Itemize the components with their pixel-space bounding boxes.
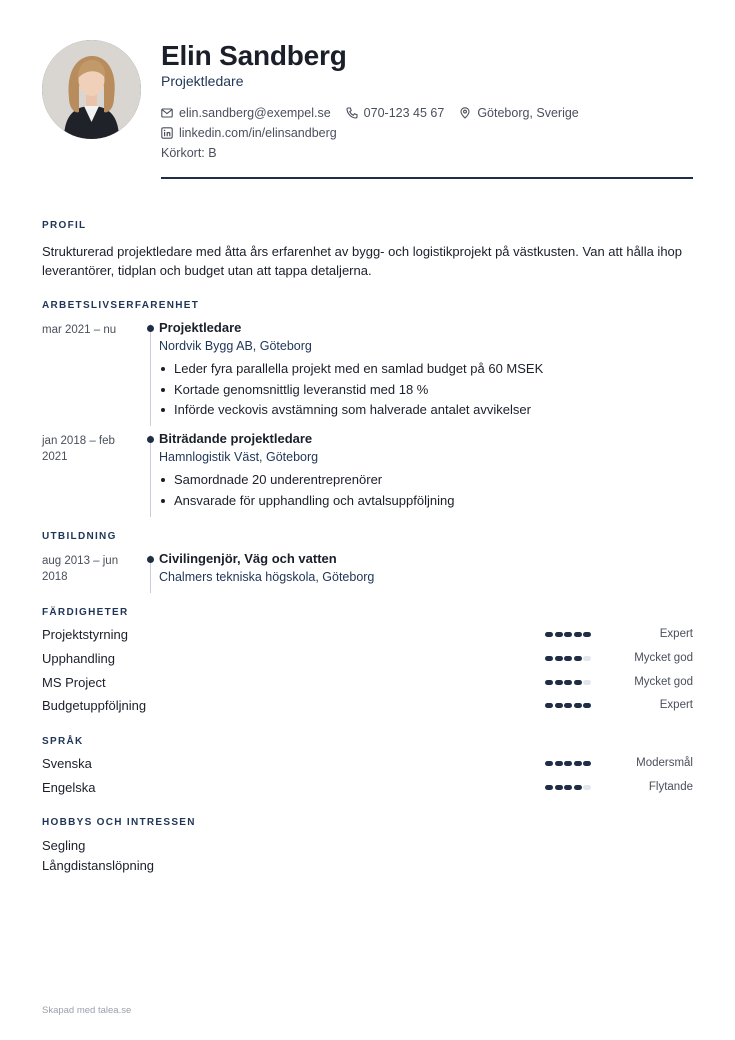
skill-level: Mycket god xyxy=(634,676,693,688)
portrait-image xyxy=(42,40,141,139)
section-title-hobbies: HOBBYS OCH INTRESSEN xyxy=(42,817,196,828)
entry-organization: Hamnlogistik Väst, Göteborg xyxy=(159,450,319,464)
entry-bullets xyxy=(159,359,543,421)
language-row xyxy=(42,780,693,798)
rating-dot-filled xyxy=(574,785,582,790)
rating-dot-filled xyxy=(555,761,563,766)
contact-phone[interactable] xyxy=(346,106,445,120)
section-title-languages: SPRÅK xyxy=(42,736,84,747)
bullet-item: Ansvarade för upphandling och avtalsuppföljning xyxy=(159,491,454,512)
language-name: Svenska xyxy=(42,756,92,771)
skill-name: Budgetuppföljning xyxy=(42,698,147,713)
skill-rating xyxy=(545,680,593,685)
bullet-item: Införde veckovis avstämning som halverade antalet avvikelser xyxy=(159,400,543,421)
bullet-item: Kortade genomsnittlig leveranstid med 18 % xyxy=(159,380,543,401)
rating-dot-filled xyxy=(545,632,553,637)
entry-organization: Nordvik Bygg AB, Göteborg xyxy=(159,339,312,353)
rating-dot-filled xyxy=(555,785,563,790)
skill-level: Expert xyxy=(659,699,693,711)
rating-dot-filled xyxy=(545,785,553,790)
rating-dot-filled xyxy=(545,680,553,685)
linkedin-text: linkedin.com/in/elinsandberg xyxy=(179,126,337,140)
rating-dot-filled xyxy=(564,785,572,790)
rating-dot-filled xyxy=(564,703,572,708)
hobby-item: Långdistanslöpning xyxy=(42,858,155,873)
phone-icon xyxy=(346,107,358,119)
linkedin-icon xyxy=(161,127,173,139)
skill-rating xyxy=(545,703,593,708)
bullet-item: Leder fyra parallella projekt med en samlad budget på 60 MSEK xyxy=(159,359,543,380)
section-title-skills: FÄRDIGHETER xyxy=(42,607,129,618)
skill-name: MS Project xyxy=(42,675,106,690)
language-name: Engelska xyxy=(42,780,96,795)
rating-dot-filled xyxy=(574,761,582,766)
entry-date: mar 2021 – nu xyxy=(42,324,117,336)
rating-dot-filled xyxy=(583,632,591,637)
rating-dot-filled xyxy=(574,703,582,708)
language-level: Flytande xyxy=(648,781,693,793)
skill-name: Projektstyrning xyxy=(42,627,128,642)
timeline-dot xyxy=(147,556,154,563)
entry-date: aug 2013 – jun 2018 xyxy=(42,555,119,583)
language-row xyxy=(42,756,693,774)
skill-level: Mycket god xyxy=(634,652,693,664)
phone-text: 070-123 45 67 xyxy=(363,106,445,120)
entry-title: Projektledare xyxy=(159,320,242,335)
location-text: Göteborg, Sverige xyxy=(477,106,579,120)
timeline-dot xyxy=(147,325,154,332)
rating-dot-filled xyxy=(574,632,582,637)
language-rating xyxy=(545,761,593,766)
entry-title: Biträdande projektledare xyxy=(159,431,313,446)
contact-linkedin[interactable] xyxy=(161,126,337,140)
contact-email[interactable] xyxy=(161,106,331,120)
map-pin-icon xyxy=(459,107,471,119)
email-text: elin.sandberg@exempel.se xyxy=(179,106,331,120)
rating-dot-filled xyxy=(545,703,553,708)
full-name: Elin Sandberg xyxy=(161,40,347,71)
rating-dot-filled xyxy=(545,761,553,766)
footer-credit[interactable]: Skapad med talea.se xyxy=(42,1005,132,1016)
rating-dot-filled xyxy=(564,656,572,661)
skill-rating xyxy=(545,656,593,661)
drivers-license: Körkort: B xyxy=(161,146,217,160)
rating-dot-empty xyxy=(583,785,591,790)
rating-dot-filled xyxy=(555,680,563,685)
rating-dot-filled xyxy=(583,761,591,766)
timeline-line xyxy=(150,435,151,517)
skill-level: Expert xyxy=(659,628,693,640)
bullet-item: Samordnade 20 underentreprenörer xyxy=(159,470,454,491)
section-title-experience: ARBETSLIVSERFARENHET xyxy=(42,300,200,311)
entry-bullets xyxy=(159,470,454,511)
skill-row xyxy=(42,675,693,693)
language-rating xyxy=(545,785,593,790)
job-title: Projektledare xyxy=(161,73,244,89)
section-title-profile: PROFIL xyxy=(42,220,87,231)
timeline-line xyxy=(150,324,151,426)
rating-dot-filled xyxy=(574,680,582,685)
header-divider xyxy=(161,177,693,179)
skill-row xyxy=(42,651,693,669)
rating-dot-filled xyxy=(555,656,563,661)
contact-info xyxy=(161,103,594,163)
skill-row xyxy=(42,698,693,716)
skill-name: Upphandling xyxy=(42,651,116,666)
rating-dot-empty xyxy=(583,656,591,661)
rating-dot-filled xyxy=(564,632,572,637)
rating-dot-filled xyxy=(555,632,563,637)
skill-row xyxy=(42,627,693,645)
rating-dot-empty xyxy=(583,680,591,685)
mail-icon xyxy=(161,107,173,119)
skill-rating xyxy=(545,632,593,637)
timeline-dot xyxy=(147,436,154,443)
section-title-education: UTBILDNING xyxy=(42,531,117,542)
contact-location xyxy=(459,106,578,120)
entry-organization: Chalmers tekniska högskola, Göteborg xyxy=(159,570,375,584)
rating-dot-filled xyxy=(583,703,591,708)
language-level: Modersmål xyxy=(636,757,693,769)
rating-dot-filled xyxy=(555,703,563,708)
rating-dot-filled xyxy=(564,680,572,685)
avatar xyxy=(42,40,141,139)
hobby-item: Segling xyxy=(42,838,86,853)
resume-header xyxy=(42,40,693,180)
rating-dot-filled xyxy=(545,656,553,661)
entry-date: jan 2018 – feb 2021 xyxy=(42,435,115,463)
profile-summary: Strukturerad projektledare med åtta års erfarenhet av bygg- och logistikprojekt på västkusten. Van att hålla ihop leverantörer, tidplan och budget utan att tappa detaljerna. xyxy=(42,244,683,278)
rating-dot-filled xyxy=(564,761,572,766)
entry-title: Civilingenjör, Väg och vatten xyxy=(159,551,337,566)
rating-dot-filled xyxy=(574,656,582,661)
